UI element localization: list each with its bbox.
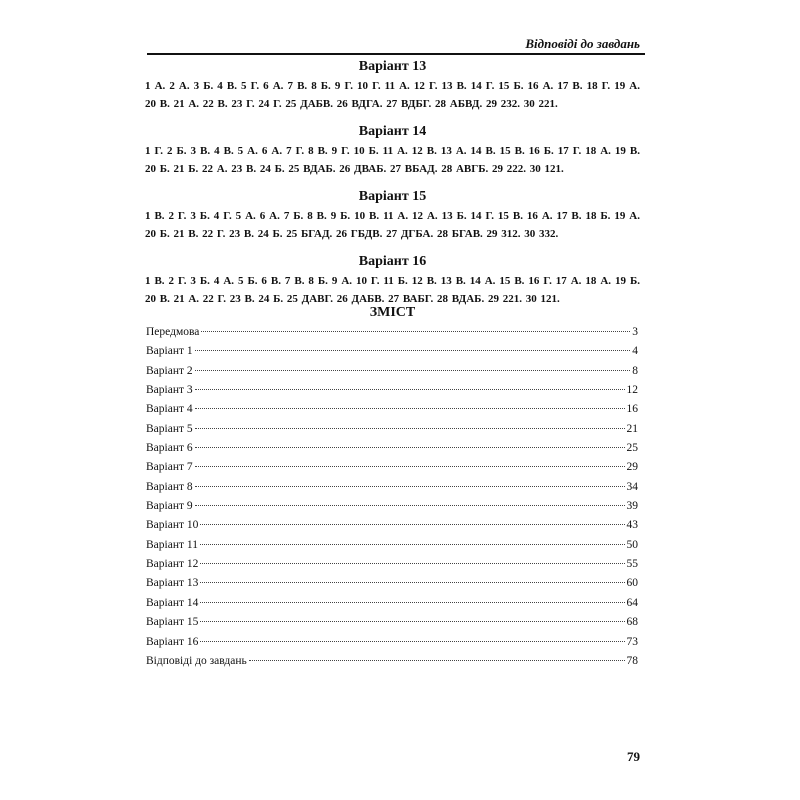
toc-entry-label: Варіант 12 [146,558,199,571]
toc-entry-label: Відповіді до завдань [146,654,247,667]
variant-title: Варіант 13 [358,59,427,74]
dot-leader [195,408,625,409]
toc-entry-label: Варіант 4 [146,403,193,416]
dot-leader [200,544,625,545]
toc-entry-label: Варіант 14 [146,596,199,609]
toc-entry-label: Варіант 16 [146,635,199,648]
toc-entry [146,616,638,635]
toc-entry-page: 43 [626,519,638,532]
answers-section [145,58,640,318]
toc-entry-label: Варіант 7 [146,461,193,474]
dot-leader [195,389,625,390]
toc-entry [146,655,638,674]
toc-entry [146,481,638,500]
toc-entry-page: 25 [626,442,638,455]
dot-leader [201,331,630,332]
running-head: Відповіді до завдань [525,36,640,51]
variant-title: Варіант 14 [358,124,427,139]
toc-entry [146,326,638,345]
toc-entry-label: Варіант 2 [146,364,193,377]
variant-answers: 1 В. 2 Г. 3 Б. 4 А. 5 Б. 6 В. 7 В. 8 Б. 9 А. 10 Г. 11 Б. 12 В. 13 В. 14 А. 15 В. 16 Г. 17 А. 18 А. 19 Б. 20 В. 21 А. 22 Г. 23 В. 24 Б. 25 ДАВГ. 26 ДАБВ. 27 ВАБГ. 28 ВДАБ. 29 221. 30 121. [145,275,640,305]
toc-entry-label: Варіант 5 [146,422,193,435]
toc-entry-label: Варіант 10 [146,519,199,532]
toc-entry-page: 55 [626,558,638,571]
header-rule [147,53,645,55]
toc-entry-page: 3 [632,326,638,338]
toc-entry-page: 64 [626,596,638,609]
dot-leader [200,524,624,525]
dot-leader [195,486,625,487]
toc-entry-page: 16 [626,403,638,416]
dot-leader [200,602,624,603]
toc-entry-label: Варіант 3 [146,384,193,397]
variant-block [145,123,640,178]
toc-entry [146,384,638,403]
toc-entry-page: 12 [626,384,638,397]
variant-answers: 1 А. 2 А. 3 Б. 4 В. 5 Г. 6 А. 7 В. 8 Б. 9 Г. 10 Г. 11 А. 12 Г. 13 В. 14 Г. 15 Б. 16 А. 17 В. 18 Г. 19 А. 20 В. 21 А. 22 В. 23 Г. 24 Г. 25 ДАБВ. 26 ВДГА. 27 ВДБГ. 28 АБВД. 29 232. 30 221. [145,80,640,110]
page-number: 79 [627,749,640,764]
toc-entry-page: 21 [626,422,638,435]
toc-entry [146,558,638,577]
toc-entry-page: 68 [626,616,638,629]
toc-entry [146,636,638,655]
toc-entry [146,519,638,538]
variant-block [145,188,640,243]
dot-leader [195,466,625,467]
toc-entry-page: 39 [626,500,638,513]
toc-entry-page: 29 [626,461,638,474]
toc-entry [146,500,638,519]
variant-answers: 1 Г. 2 Б. 3 В. 4 В. 5 А. 6 А. 7 Г. 8 В. 9 Г. 10 Б. 11 А. 12 В. 13 А. 14 В. 15 В. 16 Б. 17 Г. 18 А. 19 В. 20 Б. 21 Б. 22 А. 23 В. 24 Б. 25 ВДАБ. 26 ДВАБ. 27 ВБАД. 28 АВГБ. 29 222. 30 121. [145,145,640,175]
toc-entry [146,597,638,616]
variant-title: Варіант 16 [358,254,427,269]
toc-entry [146,461,638,480]
variant-block [145,58,640,113]
toc-entry [146,345,638,364]
toc-entry-label: Варіант 6 [146,442,193,455]
toc-entry-page: 60 [626,577,638,590]
toc-entry-page: 78 [626,654,638,667]
toc-entry-label: Варіант 8 [146,480,193,493]
toc-entry-label: Варіант 13 [146,577,199,590]
dot-leader [249,660,625,661]
dot-leader [200,563,624,564]
toc-entry-label: Варіант 15 [146,616,199,629]
toc-entry-label: Варіант 9 [146,500,193,513]
toc-entry-page: 73 [626,635,638,648]
dot-leader [200,641,624,642]
toc-entry-page: 4 [632,345,638,358]
variant-title: Варіант 15 [358,189,427,204]
dot-leader [195,447,625,448]
toc-entry-page: 50 [626,538,638,551]
dot-leader [195,505,625,506]
table-of-contents [146,326,638,674]
toc-entry [146,423,638,442]
toc-entry [146,365,638,384]
toc-entry-page: 34 [626,480,638,493]
toc-entry [146,442,638,461]
variant-answers: 1 В. 2 Г. 3 Б. 4 Г. 5 А. 6 А. 7 Б. 8 В. 9 Б. 10 В. 11 А. 12 А. 13 Б. 14 Г. 15 В. 16 А. 17 В. 18 Б. 19 А. 20 Б. 21 В. 22 Г. 23 В. 24 Б. 25 БГАД. 26 ГБДВ. 27 ДГБА. 28 БГАВ. 29 312. 30 332. [145,210,640,240]
toc-entry-label: Варіант 1 [146,345,193,358]
toc-entry-label: Передмова [146,326,200,338]
dot-leader [195,350,631,351]
dot-leader [195,370,631,371]
toc-title: ЗМІСТ [369,305,416,320]
toc-entry-page: 8 [632,364,638,377]
toc-entry [146,577,638,596]
dot-leader [195,428,625,429]
toc-entry [146,539,638,558]
toc-entry [146,403,638,422]
variant-block [145,253,640,308]
dot-leader [200,621,624,622]
dot-leader [200,582,624,583]
toc-entry-label: Варіант 11 [146,538,198,551]
